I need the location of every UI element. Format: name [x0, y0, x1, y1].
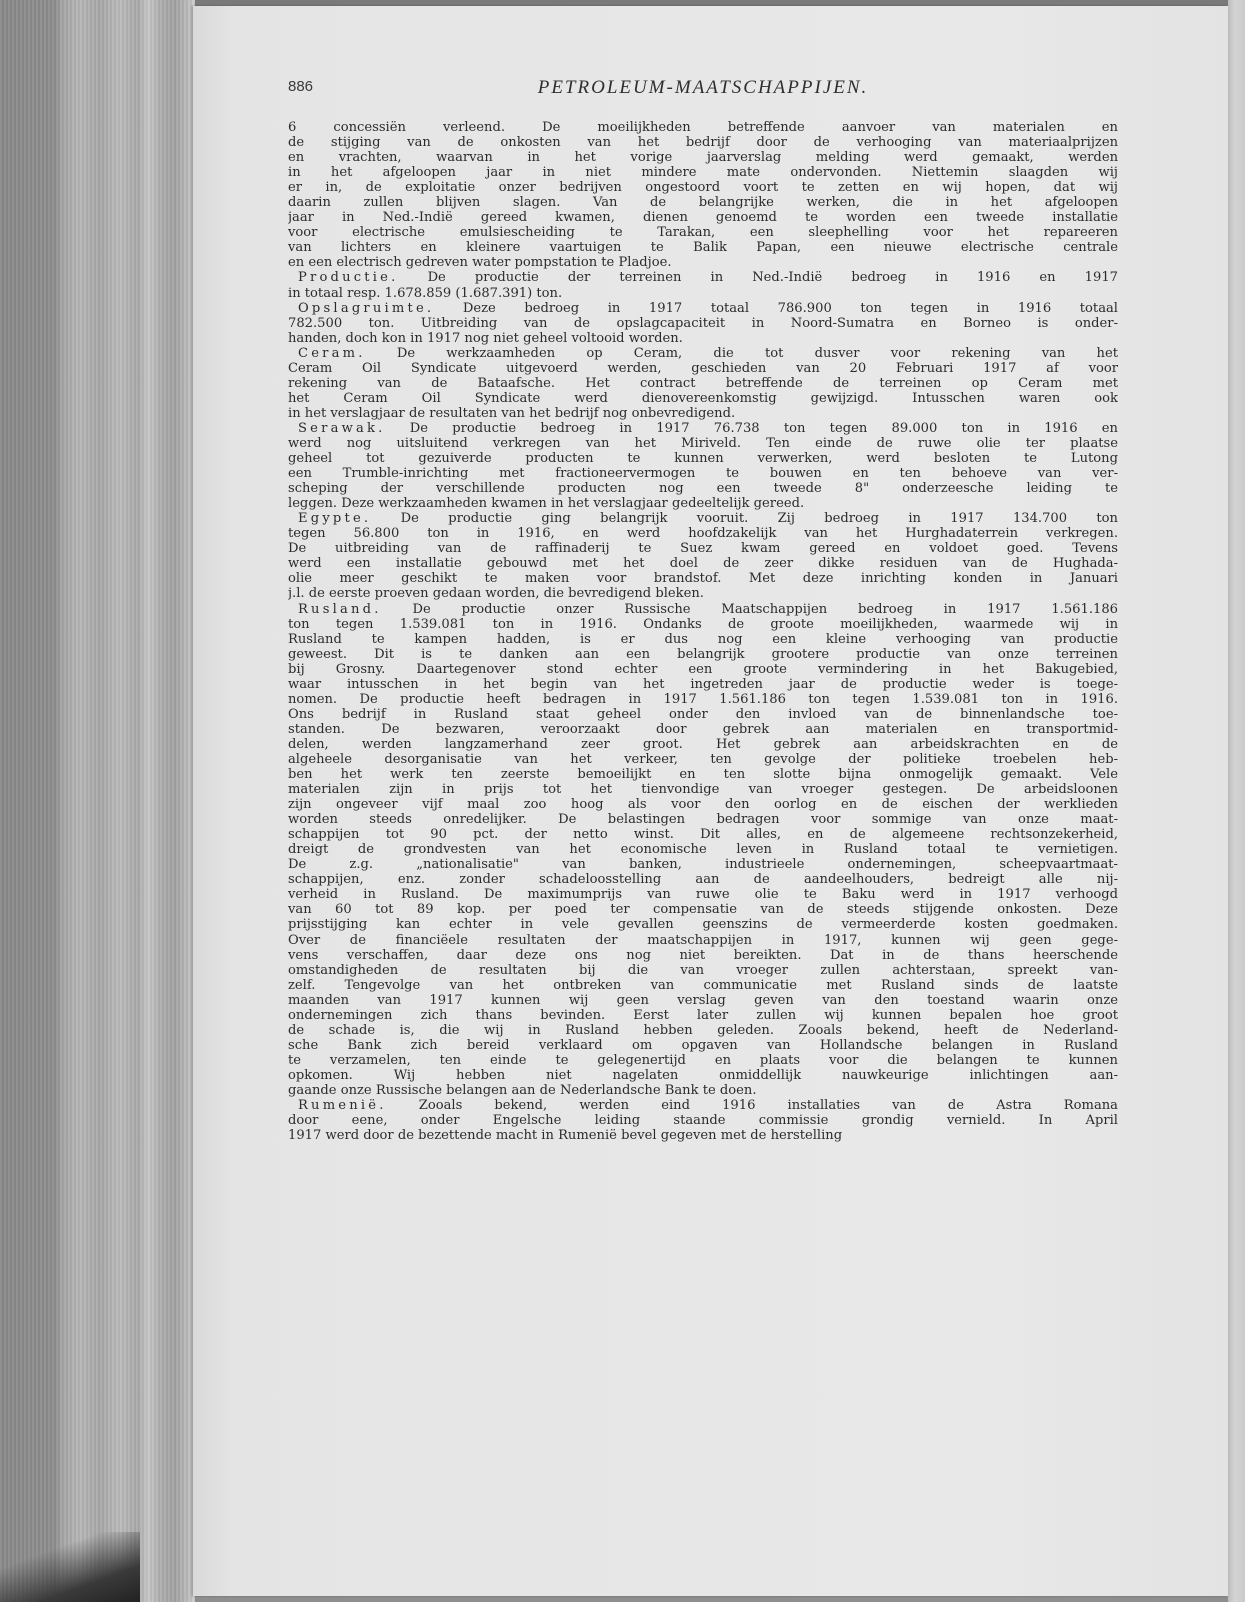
- text-line: omstandigheden de resultaten bij die van vroeger zullen achterstaan, spreekt van-: [288, 962, 1118, 978]
- text-line: delen, werden langzamerhand zeer groot. Het gebrek aan arbeidskrachten en de: [288, 736, 1118, 752]
- text-line: leggen. Deze werkzaamheden kwamen in het verslagjaar gedeeltelijk gereed.: [288, 496, 805, 512]
- text-line: en een electrisch gedreven water pompstation te Pladjoe.: [288, 255, 672, 271]
- text-line: zelf. Tengevolge van het ontbreken van communicatie met Rusland sinds de laatste: [288, 977, 1118, 993]
- text-line: Rusland. De productie onzer Russische Maatschappijen bedroeg in 1917 1.561.186: [298, 601, 1118, 617]
- section-heading: Serawak.: [298, 420, 386, 436]
- text-line: Egypte. De productie ging belangrijk vooruit. Zij bedroeg in 1917 134.700 ton: [298, 511, 1118, 527]
- paragraph: [288, 301, 1118, 346]
- section-heading: Egypte.: [298, 511, 372, 527]
- text-line: De z.g. „nationalisatie" van banken, industrieele ondernemingen, scheepvaartmaat-: [288, 857, 1118, 873]
- text-line: Serawak. De productie bedroeg in 1917 76.738 ton tegen 89.000 ton in 1916 en: [298, 420, 1118, 436]
- text-line: rekening van de Bataafsche. Het contract betreffende de terreinen op Ceram met: [288, 375, 1118, 391]
- text-line: geheel tot gezuiverde producten te kunnen verwerken, werd besloten te Lutong: [288, 451, 1118, 467]
- text-line: 782.500 ton. Uitbreiding van de opslagcapaciteit in Noord-Sumatra en Borneo is onder-: [288, 315, 1118, 331]
- text-line: tegen 56.800 ton in 1916, en werd hoofdzakelijk van het Hurghadaterrein verkregen.: [288, 526, 1118, 542]
- text-line: geweest. Dit is te danken aan een belangrijk grootere productie van onze terreinen: [288, 646, 1118, 662]
- text-line: een Trumble-inrichting met fractioneervermogen te bouwen en ten behoeve van ver-: [288, 466, 1118, 482]
- text-line: in het verslagjaar de resultaten van het bedrijf nog onbevredigend.: [288, 405, 736, 421]
- text-line: waar intusschen in het begin van het ingetreden jaar de productie weder is toege-: [288, 676, 1118, 692]
- text-line: in totaal resp. 1.678.859 (1.687.391) ton.: [288, 285, 563, 301]
- text-line: olie meer geschikt te maken voor brandstof. Met deze inrichting konden in Januari: [288, 571, 1118, 587]
- text-line: het Ceram Oil Syndicate werd dienovereenkomstig gewijzigd. Intusschen waren ook: [288, 390, 1118, 406]
- text-line: Rusland te kampen hadden, is er dus nog een kleine verhooging van productie: [288, 631, 1118, 647]
- section-heading: Productie.: [298, 270, 399, 286]
- paragraph: [288, 602, 1118, 1099]
- paragraph: [288, 270, 1118, 300]
- text-line: in het afgeloopen jaar in niet mindere mate ondervonden. Niettemin slaagden wij: [288, 165, 1118, 181]
- paragraph: [288, 120, 1118, 270]
- text-line: en vrachten, waarvan in het vorige jaarverslag melding werd gemaakt, werden: [288, 150, 1118, 166]
- text-line: ton tegen 1.539.081 ton in 1916. Ondanks de groote moeilijkheden, waarmede wij in: [288, 616, 1118, 632]
- text-line: ben het werk ten zeerste bemoeilijkt en ten slotte bijna onmogelijk gemaakt. Vele: [288, 767, 1118, 783]
- text-line: van lichters en kleinere vaartuigen te Balik Papan, een nieuwe electrische centrale: [288, 240, 1118, 256]
- text-line: nomen. De productie heeft bedragen in 1917 1.561.186 ton tegen 1.539.081 ton in 1916.: [288, 691, 1118, 707]
- text-line: vens verschaffen, daar deze ons nog niet bereikten. Dat in de thans heerschende: [288, 947, 1118, 963]
- scan-shadow: [0, 1532, 140, 1602]
- text-line: schappijen, enz. zonder schadeloosstelling aan de aandeelhouders, bedreigt alle nij-: [288, 872, 1118, 888]
- text-line: door eene, onder Engelsche leiding staande commissie grondig vernield. In April: [288, 1113, 1118, 1129]
- text-line: jaar in Ned.-Indië gereed kwamen, dienen genoemd te worden een tweede installatie: [288, 210, 1118, 226]
- text-line: dreigt de grondvesten van het economische leven in Rusland totaal te vernietigen.: [288, 842, 1118, 858]
- paragraph: [288, 1098, 1118, 1143]
- book-page-edges: [0, 0, 195, 1602]
- page-header: [288, 78, 1118, 102]
- text-line: schappijen tot 90 pct. der netto winst. Dit alles, en de algemeene rechtsonzekerheid,: [288, 827, 1118, 843]
- text-line: bij Grosny. Daartegenover stond echter een groote vermindering in het Bakugebied,: [288, 661, 1118, 677]
- section-heading: Rumenië.: [298, 1098, 387, 1114]
- text-line: De uitbreiding van de raffinaderij te Suez kwam gereed en voldoet goed. Tevens: [288, 541, 1118, 557]
- text-line: standen. De bezwaren, veroorzaakt door gebrek aan materialen en transportmid-: [288, 721, 1118, 737]
- text-line: 6 concessiën verleend. De moeilijkheden betreffende aanvoer van materialen en: [288, 120, 1118, 135]
- running-title: PETROLEUM-MAATSCHAPPIJEN.: [537, 77, 869, 98]
- text-line: werd nog uitsluitend verkregen van het Miriveld. Ten einde de ruwe olie ter plaatse: [288, 435, 1118, 451]
- section-heading: Ceram.: [298, 345, 366, 361]
- text-line: maanden van 1917 kunnen wij geen verslag geven van den toestand waarin onze: [288, 992, 1118, 1008]
- section-heading: Opslagruimte.: [298, 300, 435, 316]
- paragraph: [288, 346, 1118, 421]
- text-line: algeheele desorganisatie van het verkeer, ten gevolge der politieke troebelen heb-: [288, 751, 1118, 767]
- text-line: van 60 tot 89 kop. per poed ter compensatie van de steeds stijgende onkosten. Deze: [288, 902, 1118, 918]
- paragraph: [288, 421, 1118, 511]
- text-line: 1917 werd door de bezettende macht in Rumenië bevel gegeven met de herstelling: [288, 1128, 843, 1144]
- text-line: gaande onze Russische belangen aan de Nederlandsche Bank te doen.: [288, 1083, 757, 1098]
- text-line: Ons bedrijf in Rusland staat geheel onder den invloed van de binnenlandsche toe-: [288, 706, 1118, 722]
- text-line: Opslagruimte. Deze bedroeg in 1917 totaal 786.900 ton tegen in 1916 totaal: [298, 300, 1118, 316]
- text-line: ondernemingen zich thans bevinden. Eerst later zullen wij kunnen bepalen hoe groot: [288, 1007, 1118, 1023]
- text-line: Productie. De productie der terreinen in Ned.-Indië bedroeg in 1916 en 1917: [298, 270, 1118, 286]
- text-line: er in, de exploitatie onzer bedrijven ongestoord voort te zetten en wij hopen, dat wij: [288, 180, 1118, 196]
- book-right-edge: [1228, 0, 1245, 1602]
- text-line: materialen zijn in prijs tot het tienvondige van vroeger gestegen. De arbeidsloonen: [288, 782, 1118, 798]
- paragraph: [288, 511, 1118, 601]
- text-line: opkomen. Wij hebben niet nagelaten onmiddellijk nauwkeurige inlichtingen aan-: [288, 1067, 1118, 1083]
- text-line: te verzamelen, ten einde te gelegenertijd en plaats voor die belangen te kunnen: [288, 1052, 1118, 1068]
- text-line: sche Bank zich bereid verklaard om opgaven van Hollandsche belangen in Rusland: [288, 1037, 1118, 1053]
- section-heading: Rusland.: [298, 601, 382, 617]
- text-line: Ceram. De werkzaamheden op Ceram, die tot dusver voor rekening van het: [298, 345, 1118, 361]
- text-line: Rumenië. Zooals bekend, werden eind 1916 installaties van de Astra Romana: [298, 1098, 1118, 1114]
- text-line: j.l. de eerste proeven gedaan worden, die bevredigend bleken.: [288, 586, 704, 602]
- text-line: zijn ongeveer vijf maal zoo hoog als voor den oorlog en de eischen der werklieden: [288, 797, 1118, 813]
- page-number: 886: [288, 78, 314, 95]
- text-line: de schade is, die wij in Rusland hebben geleden. Zooals bekend, heeft de Nederland-: [288, 1022, 1118, 1038]
- text-line: Ceram Oil Syndicate uitgevoerd werden, geschieden van 20 Februari 1917 af voor: [288, 360, 1118, 376]
- body-text: [288, 120, 1118, 1143]
- text-line: daarin zullen blijven slagen. Van de belangrijke werken, die in het afgeloopen: [288, 195, 1118, 211]
- text-line: verheid in Rusland. De maximumprijs van ruwe olie te Baku werd in 1917 verhoogd: [288, 887, 1118, 903]
- text-line: handen, doch kon in 1917 nog niet geheel voltooid worden.: [288, 330, 683, 346]
- text-line: de stijging van de onkosten van het bedrijf door de verhooging van materiaalprijzen: [288, 135, 1118, 151]
- text-line: prijsstijging kan echter in vele gevallen geenszins de vermeerderde kosten goedmaken.: [288, 917, 1118, 933]
- text-line: werd een installatie gebouwd met het doel de zeer dikke residuen van de Hughada-: [288, 556, 1118, 572]
- text-line: scheping der verschillende producten nog een tweede 8" onderzeesche leiding te: [288, 481, 1118, 497]
- text-line: worden steeds onredelijker. De belastingen bedragen voor sommige van onze maat-: [288, 812, 1118, 828]
- text-line: Over de financiëele resultaten der maatschappijen in 1917, kunnen wij geen gege-: [288, 932, 1118, 948]
- text-line: voor electrische emulsiescheiding te Tarakan, een sleephelling voor het repareeren: [288, 225, 1118, 241]
